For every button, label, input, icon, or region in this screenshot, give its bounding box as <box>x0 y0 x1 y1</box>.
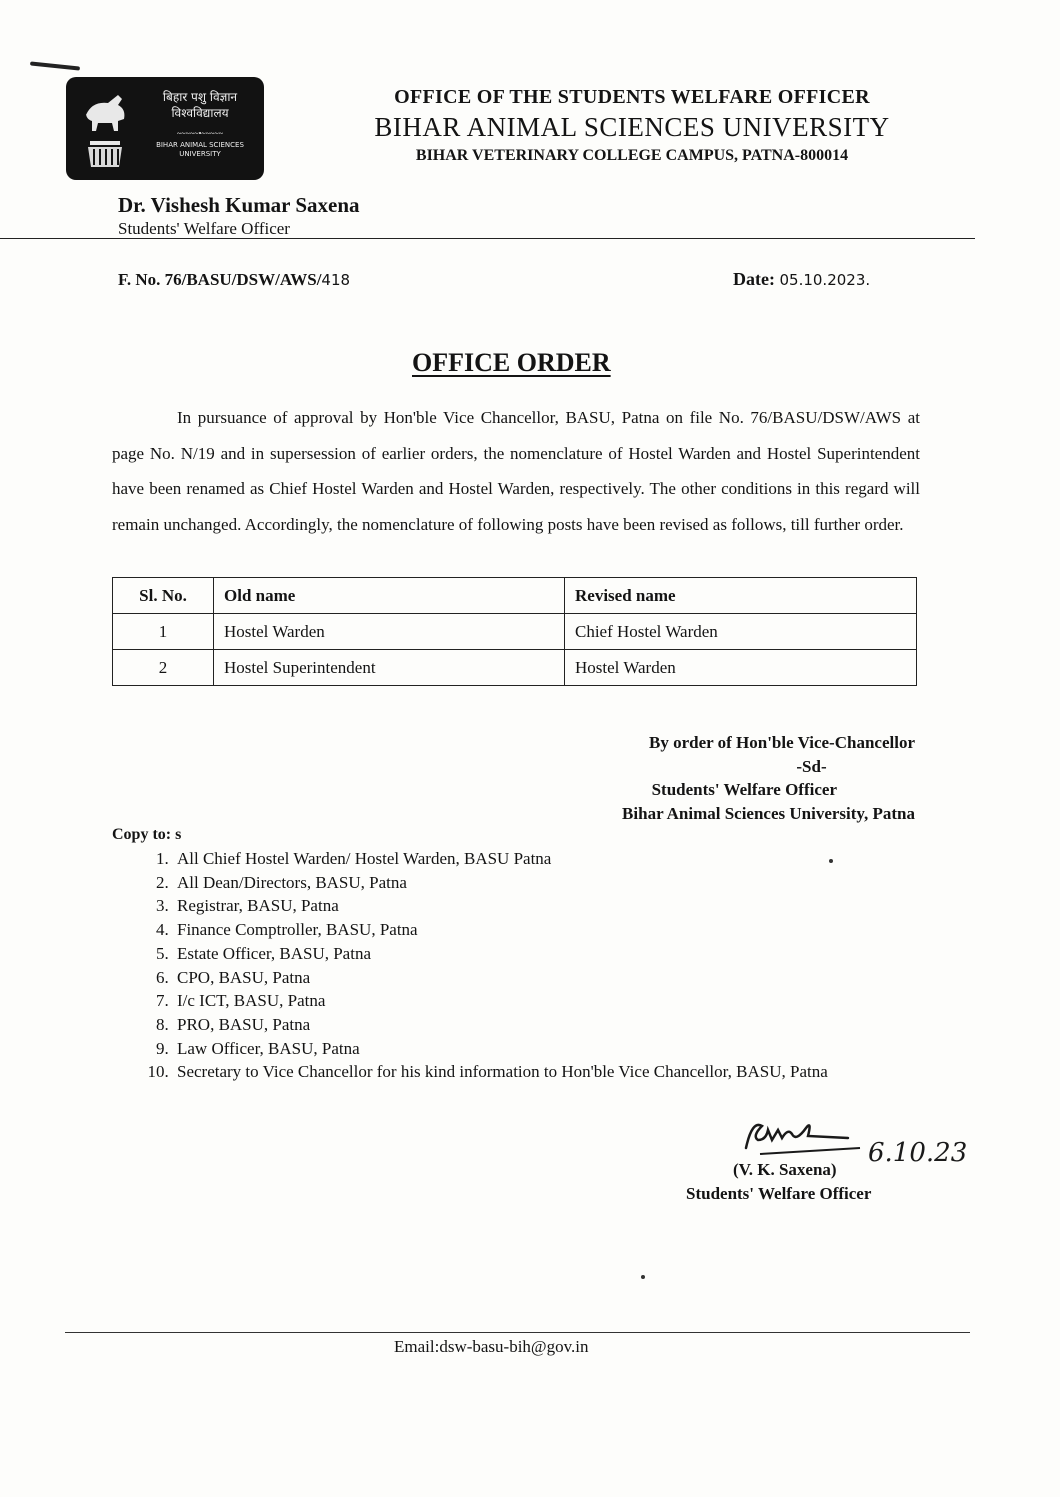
list-item: 3. Registrar, BASU, Patna <box>173 894 953 918</box>
list-item: 5. Estate Officer, BASU, Patna <box>173 942 953 966</box>
table-cell: Hostel Superintendent <box>214 650 565 686</box>
table-cell: Hostel Warden <box>214 614 565 650</box>
table-header-cell: Revised name <box>565 578 917 614</box>
logo-hindi-text <box>144 89 256 121</box>
table-cell: 2 <box>113 650 214 686</box>
office-heading: OFFICE OF THE STUDENTS WELFARE OFFICER <box>394 86 870 108</box>
university-logo <box>66 77 264 180</box>
list-item: 8. PRO, BASU, Patna <box>173 1013 953 1037</box>
document-title: OFFICE ORDER <box>412 348 611 377</box>
copy-to-heading: Copy to: s <box>112 826 182 843</box>
authority-line: By order of Hon'ble Vice-Chancellor <box>649 733 915 752</box>
list-item: 9. Law Officer, BASU, Patna <box>173 1037 953 1061</box>
table-cell: Hostel Warden <box>565 650 917 686</box>
footer-email: Email:dsw-basu-bih@gov.in <box>394 1337 589 1356</box>
logo-hindi-line2: विश्वविद्यालय <box>171 106 229 120</box>
order-body: In pursuance of approval by Hon'ble Vice Chancellor, BASU, Patna on file No. 76/BASU/DSW/AWS at page No. N/19 and in supersession of earlier orders, the nomenclature of Hostel Warden and Hostel Superintendent have been renamed as Chief Hostel Warden and Hostel Warden, respectively. The other conditions in this regard will remain unchanged. Accordingly, the nomenclature of following posts have been revised as follows, till further order. <box>112 408 920 534</box>
authority-designation: Students' Welfare Officer <box>651 780 837 799</box>
table-cell: Chief Hostel Warden <box>565 614 917 650</box>
order-authority-block <box>480 731 915 825</box>
file-number-label: F. No. 76/BASU/DSW/AWS/ <box>118 270 322 289</box>
date-value: 05.10.2023. <box>779 271 871 289</box>
logo-hindi-line1: बिहार पशु विज्ञान <box>162 90 238 104</box>
list-item: 7. I/c ICT, BASU, Patna <box>173 989 953 1013</box>
file-number-handwritten: 418 <box>321 271 351 289</box>
table-header-row <box>113 578 917 614</box>
list-item: 10. Secretary to Vice Chancellor for his kind information to Hon'ble Vice Chancellor, BASU, Patna <box>173 1060 953 1084</box>
list-item: 6. CPO, BASU, Patna <box>173 966 953 990</box>
signatory-role: Students' Welfare Officer <box>686 1184 872 1203</box>
logo-english-line2: UNIVERSITY <box>179 150 221 158</box>
posts-table <box>112 577 917 686</box>
officer-name: Dr. Vishesh Kumar Saxena <box>118 193 360 217</box>
file-number <box>118 270 350 290</box>
logo-english-text <box>144 141 256 159</box>
order-date <box>733 269 870 290</box>
date-label: Date: <box>733 269 780 289</box>
table-header-cell: Old name <box>214 578 565 614</box>
footer-divider <box>65 1332 970 1333</box>
table-cell: 1 <box>113 614 214 650</box>
logo-ornament: ~~~~~•~~~~~ <box>176 129 224 138</box>
university-heading: BIHAR ANIMAL SCIENCES UNIVERSITY <box>374 112 890 142</box>
sd-mark: -Sd- <box>796 756 827 776</box>
table-row <box>113 650 917 686</box>
campus-heading: BIHAR VETERINARY COLLEGE CAMPUS, PATNA-800014 <box>415 147 849 164</box>
pen-mark <box>30 61 80 70</box>
list-item: 1. All Chief Hostel Warden/ Hostel Warden, BASU Patna <box>173 847 953 871</box>
signature-date: 6.10.23 <box>868 1138 968 1168</box>
header-divider <box>0 238 975 239</box>
cow-emblem-icon <box>76 85 134 173</box>
list-item: 4. Finance Comptroller, BASU, Patna <box>173 918 953 942</box>
scan-speck <box>641 1275 645 1279</box>
list-item: 2. All Dean/Directors, BASU, Patna <box>173 871 953 895</box>
table-header-cell: Sl. No. <box>113 578 214 614</box>
handwritten-signature <box>740 1112 870 1160</box>
authority-institution: Bihar Animal Sciences University, Patna <box>622 803 915 823</box>
scan-speck <box>829 859 833 863</box>
officer-designation: Students' Welfare Officer <box>118 219 290 238</box>
copy-list <box>138 847 953 1084</box>
signatory-name: (V. K. Saxena) <box>733 1160 837 1179</box>
logo-english-line1: BIHAR ANIMAL SCIENCES <box>156 141 244 149</box>
table-row <box>113 614 917 650</box>
